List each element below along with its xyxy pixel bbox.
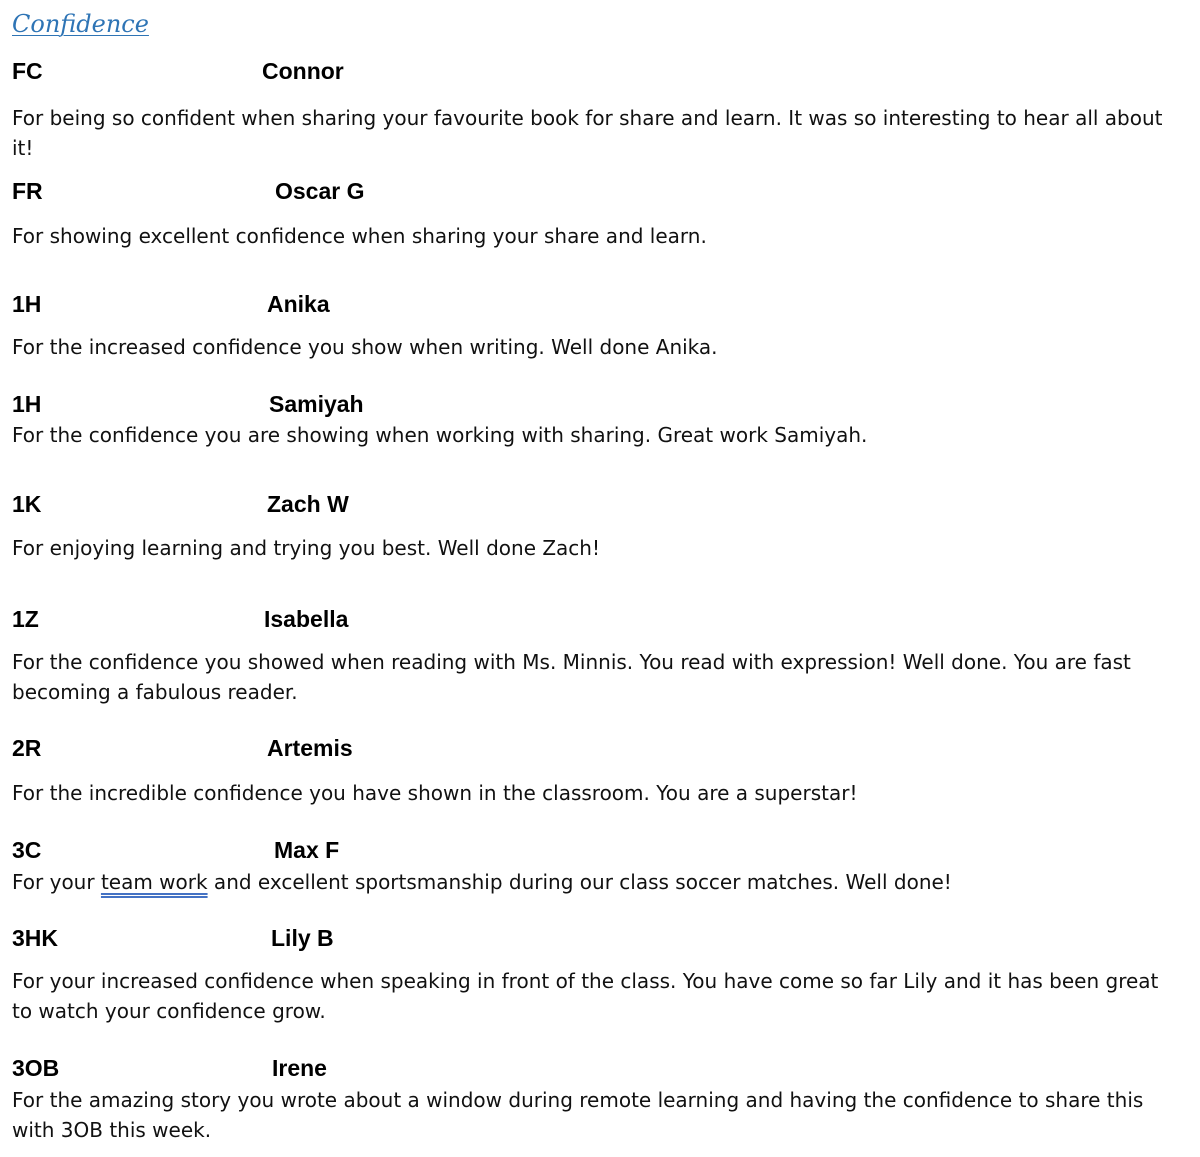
student-name: Artemis xyxy=(267,735,353,761)
student-name: Lily B xyxy=(271,925,334,951)
award-reason: For enjoying learning and trying you best. Well done Zach! xyxy=(12,536,600,560)
class-code: FR xyxy=(12,178,43,204)
award-reason: For showing excellent confidence when sharing your share and learn. xyxy=(12,224,707,248)
class-code: 2R xyxy=(12,735,42,761)
student-name: Anika xyxy=(267,291,330,317)
student-name: Zach W xyxy=(267,491,349,517)
class-code: 1K xyxy=(12,491,42,517)
award-reason: For the confidence you are showing when working with sharing. Great work Samiyah. xyxy=(12,423,868,447)
class-code: 1H xyxy=(12,291,42,317)
entry-header xyxy=(12,178,1182,208)
class-code: 3OB xyxy=(12,1055,60,1081)
class-code: 3HK xyxy=(12,925,59,951)
class-code: FC xyxy=(12,58,43,84)
award-entry xyxy=(12,837,1182,894)
student-name: Max F xyxy=(274,837,340,863)
entry-header xyxy=(12,491,1182,521)
student-name: Irene xyxy=(272,1055,327,1081)
reason-text-start: For your xyxy=(12,870,101,894)
award-entry xyxy=(12,178,1182,248)
entry-header xyxy=(12,837,1182,867)
entry-header xyxy=(12,606,1182,636)
award-reason: For your increased confidence when speaking in front of the class. You have come so far Lily and it has been great to watch your confidence grow. xyxy=(12,969,1159,1023)
team-work-phrase: team work xyxy=(100,870,208,894)
award-reason: For the confidence you showed when reading with Ms. Minnis. You read with expression! Well done. You are fast becoming a fabulous reader. xyxy=(12,650,1131,704)
entry-header xyxy=(12,925,1182,955)
award-entry xyxy=(12,606,1182,704)
award-reason: For the amazing story you wrote about a window during remote learning and having the confidence to share this with 3OB this week. xyxy=(12,1088,1144,1142)
student-name: Samiyah xyxy=(269,391,364,417)
reason-text-end: and excellent sportsmanship during our class soccer matches. Well done! xyxy=(207,870,952,894)
student-name: Isabella xyxy=(264,606,349,632)
entry-header xyxy=(12,291,1182,321)
entry-header xyxy=(12,1055,1182,1085)
award-entry xyxy=(12,391,1182,447)
award-entry xyxy=(12,58,1182,160)
award-reason: For the incredible confidence you have shown in the classroom. You are a superstar! xyxy=(12,781,858,805)
award-entry xyxy=(12,1055,1182,1142)
award-entry xyxy=(12,291,1182,359)
award-reason xyxy=(12,867,1182,897)
section-heading: Confidence xyxy=(12,10,149,38)
award-reason: For the increased confidence you show when writing. Well done Anika. xyxy=(12,335,718,359)
award-reason: For being so confident when sharing your favourite book for share and learn. It was so interesting to hear all about it! xyxy=(12,106,1163,160)
entry-header xyxy=(12,58,1182,88)
class-code: 1H xyxy=(12,391,42,417)
entry-header xyxy=(12,391,1182,421)
award-entry xyxy=(12,925,1182,1023)
award-entry xyxy=(12,735,1182,805)
class-code: 1Z xyxy=(12,606,39,632)
entry-header xyxy=(12,735,1182,765)
class-code: 3C xyxy=(12,837,42,863)
student-name: Oscar G xyxy=(275,178,365,204)
award-entry xyxy=(12,491,1182,560)
student-name: Connor xyxy=(262,58,344,84)
